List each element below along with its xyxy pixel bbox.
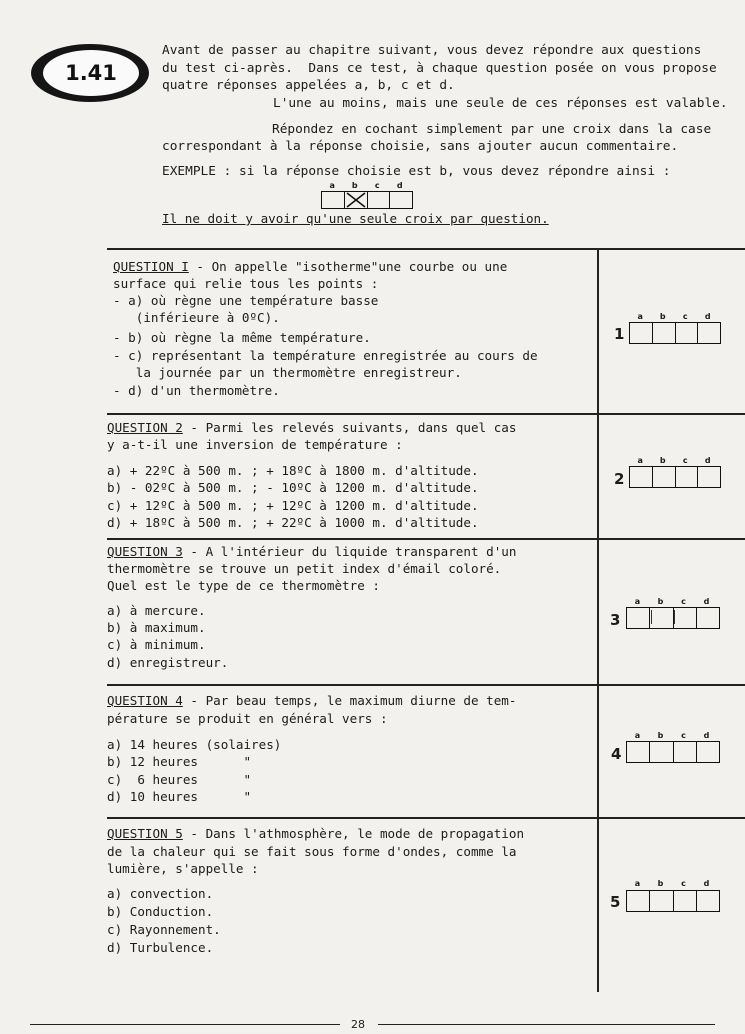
letter-c: c — [681, 731, 686, 740]
question-text: Quel est le type de ce thermomètre : — [107, 578, 380, 593]
intro-line: Répondez en cochant simplement par une croix dans la case — [272, 122, 712, 137]
intro-line: du test ci-après. Dans ce test, à chaque question posée on vous propose — [162, 61, 717, 76]
question-text: surface qui relie tous les points : — [113, 276, 379, 291]
letter-d: d — [703, 879, 710, 888]
row-divider — [107, 413, 745, 415]
answer-box-b[interactable] — [653, 323, 676, 343]
answer-letters — [626, 879, 718, 888]
letter-b: b — [351, 181, 358, 190]
answer-option: d) + 18ºC à 500 m. ; + 22ºC à 1000 m. d'altitude. — [107, 515, 479, 530]
intro-line: Avant de passer au chapitre suivant, vous devez répondre aux questions — [162, 43, 702, 58]
answer-number: 2 — [614, 470, 625, 488]
answer-box-d[interactable] — [698, 323, 720, 343]
answer-box-a[interactable] — [627, 742, 650, 762]
letter-b: b — [657, 597, 664, 606]
answer-option: la journée par un thermomètre enregistreur. — [113, 365, 462, 380]
table-top-border — [107, 248, 745, 250]
example-box-c — [368, 192, 391, 208]
example-box-b — [345, 192, 368, 208]
answer-option: a) convection. — [107, 886, 214, 901]
answer-boxes-q3 — [626, 607, 720, 629]
question-text: lumière, s'appelle : — [107, 861, 259, 876]
answer-box-a[interactable] — [630, 467, 653, 487]
answer-option: d) Turbulence. — [107, 940, 214, 955]
one-cross-rule: Il ne doit y avoir qu'une seule croix par question. — [162, 211, 549, 226]
letter-a: a — [637, 456, 643, 465]
question-text: - Dans l'athmosphère, le mode de propagation — [182, 826, 525, 841]
answer-number: 3 — [610, 611, 621, 629]
answer-box-a[interactable] — [627, 891, 650, 911]
answer-option: a) à mercure. — [107, 603, 206, 618]
letter-d: d — [703, 731, 710, 740]
answer-option: b) à maximum. — [107, 620, 206, 635]
answer-box-b[interactable] — [650, 891, 673, 911]
answer-option: b) 12 heures " — [107, 754, 252, 769]
example-box-d — [390, 192, 412, 208]
answer-box-d[interactable] — [697, 891, 719, 911]
answer-number: 1 — [614, 325, 625, 343]
intro-line: correspondant à la réponse choisie, sans ajouter aucun commentaire. — [162, 139, 679, 154]
answer-option: c) Rayonnement. — [107, 922, 221, 937]
answer-letters — [626, 597, 718, 606]
question-title: QUESTION 3 — [107, 544, 183, 559]
letter-b: b — [657, 731, 664, 740]
letter-b: b — [657, 879, 664, 888]
answer-number: 5 — [610, 893, 621, 911]
answer-box-b[interactable] — [650, 608, 673, 628]
answer-boxes-q1 — [629, 322, 721, 344]
footer-rule-right — [378, 1024, 715, 1025]
example-answer-boxes — [321, 191, 413, 209]
answer-option: d) enregistreur. — [107, 655, 229, 670]
letter-a: a — [634, 879, 641, 888]
letter-b: b — [659, 456, 666, 465]
letter-a: a — [634, 731, 641, 740]
answer-boxes-q2 — [629, 466, 721, 488]
answer-option: (inférieure à 0ºC). — [113, 310, 280, 325]
question-text: - A l'intérieur du liquide transparent d'un — [182, 544, 517, 559]
answer-box-d[interactable] — [698, 467, 720, 487]
answer-option: b) - 02ºC à 500 m. ; - 10ºC à 1200 m. d'altitude. — [107, 480, 479, 495]
answer-option: - c) représentant la température enregistrée au cours de — [113, 348, 538, 363]
answer-letters — [629, 456, 719, 465]
letter-d: d — [704, 456, 711, 465]
answer-number: 4 — [611, 745, 622, 763]
answer-option: - a) où règne une température basse — [113, 293, 379, 308]
answer-option: a) 14 heures (solaires) — [107, 737, 282, 752]
row-divider — [107, 817, 745, 819]
answer-option: - d) d'un thermomètre. — [113, 383, 280, 398]
item-number: 1.41 — [43, 50, 139, 96]
answer-box-b[interactable] — [650, 742, 673, 762]
question-text: de la chaleur qui se fait sous forme d'ondes, comme la — [107, 844, 517, 859]
intro-line: EXEMPLE : si la réponse choisie est b, vous devez répondre ainsi : — [162, 164, 671, 179]
answer-option: d) 10 heures " — [107, 789, 252, 804]
answer-box-a[interactable] — [627, 608, 650, 628]
answer-option: c) à minimum. — [107, 637, 206, 652]
answer-letters — [626, 731, 718, 740]
answer-option: - b) où règne la même température. — [113, 330, 371, 345]
faint-mark — [674, 610, 675, 624]
answer-option: c) 6 heures " — [107, 772, 252, 787]
answer-box-a[interactable] — [630, 323, 653, 343]
letter-c: c — [374, 181, 380, 190]
answer-box-c[interactable] — [674, 891, 697, 911]
answer-option: b) Conduction. — [107, 904, 214, 919]
answer-box-c[interactable] — [674, 608, 697, 628]
letter-a: a — [634, 597, 641, 606]
letter-b: b — [659, 312, 666, 321]
answer-box-c[interactable] — [674, 742, 697, 762]
question-title: QUESTION I — [113, 259, 189, 274]
question-text: pérature se produit en général vers : — [107, 711, 388, 726]
question-title: QUESTION 4 — [107, 693, 183, 708]
answer-boxes-q4 — [626, 741, 720, 763]
row-divider — [107, 538, 745, 540]
answer-column-divider — [597, 248, 599, 992]
answer-option: a) + 22ºC à 500 m. ; + 18ºC à 1800 m. d'altitude. — [107, 463, 479, 478]
question-title: QUESTION 2 — [107, 420, 183, 435]
page-number: 28 — [351, 1018, 365, 1031]
answer-box-d[interactable] — [697, 742, 719, 762]
answer-box-c[interactable] — [676, 467, 699, 487]
answer-box-d[interactable] — [697, 608, 719, 628]
letter-d: d — [704, 312, 711, 321]
question-text: y a-t-il une inversion de température : — [107, 437, 403, 452]
answer-option: c) + 12ºC à 500 m. ; + 12ºC à 1200 m. d'altitude. — [107, 498, 479, 513]
question-title: QUESTION 5 — [107, 826, 183, 841]
question-text: - Par beau temps, le maximum diurne de tem- — [182, 693, 517, 708]
answer-box-b[interactable] — [653, 467, 676, 487]
cross-mark-icon — [345, 192, 367, 208]
question-text: - On appelle "isotherme"une courbe ou une — [188, 259, 508, 274]
intro-line: quatre réponses appelées a, b, c et d. — [162, 78, 455, 93]
letter-c: c — [682, 456, 688, 465]
faint-mark — [651, 610, 652, 624]
example-box-a — [322, 192, 345, 208]
answer-box-c[interactable] — [676, 323, 699, 343]
question-text: thermomètre se trouve un petit index d'émail coloré. — [107, 561, 502, 576]
letter-a: a — [637, 312, 643, 321]
letter-d: d — [396, 181, 403, 190]
letter-c: c — [681, 879, 686, 888]
answer-letters — [629, 312, 719, 321]
letter-c: c — [681, 597, 686, 606]
footer-rule-left — [30, 1024, 340, 1025]
letter-d: d — [703, 597, 710, 606]
letter-c: c — [682, 312, 688, 321]
intro-line: L'une au moins, mais une seule de ces réponses est valable. — [273, 96, 728, 111]
question-text: - Parmi les relevés suivants, dans quel cas — [182, 420, 517, 435]
answer-boxes-q5 — [626, 890, 720, 912]
letter-a: a — [329, 181, 335, 190]
row-divider — [107, 684, 745, 686]
example-letters — [321, 181, 411, 190]
